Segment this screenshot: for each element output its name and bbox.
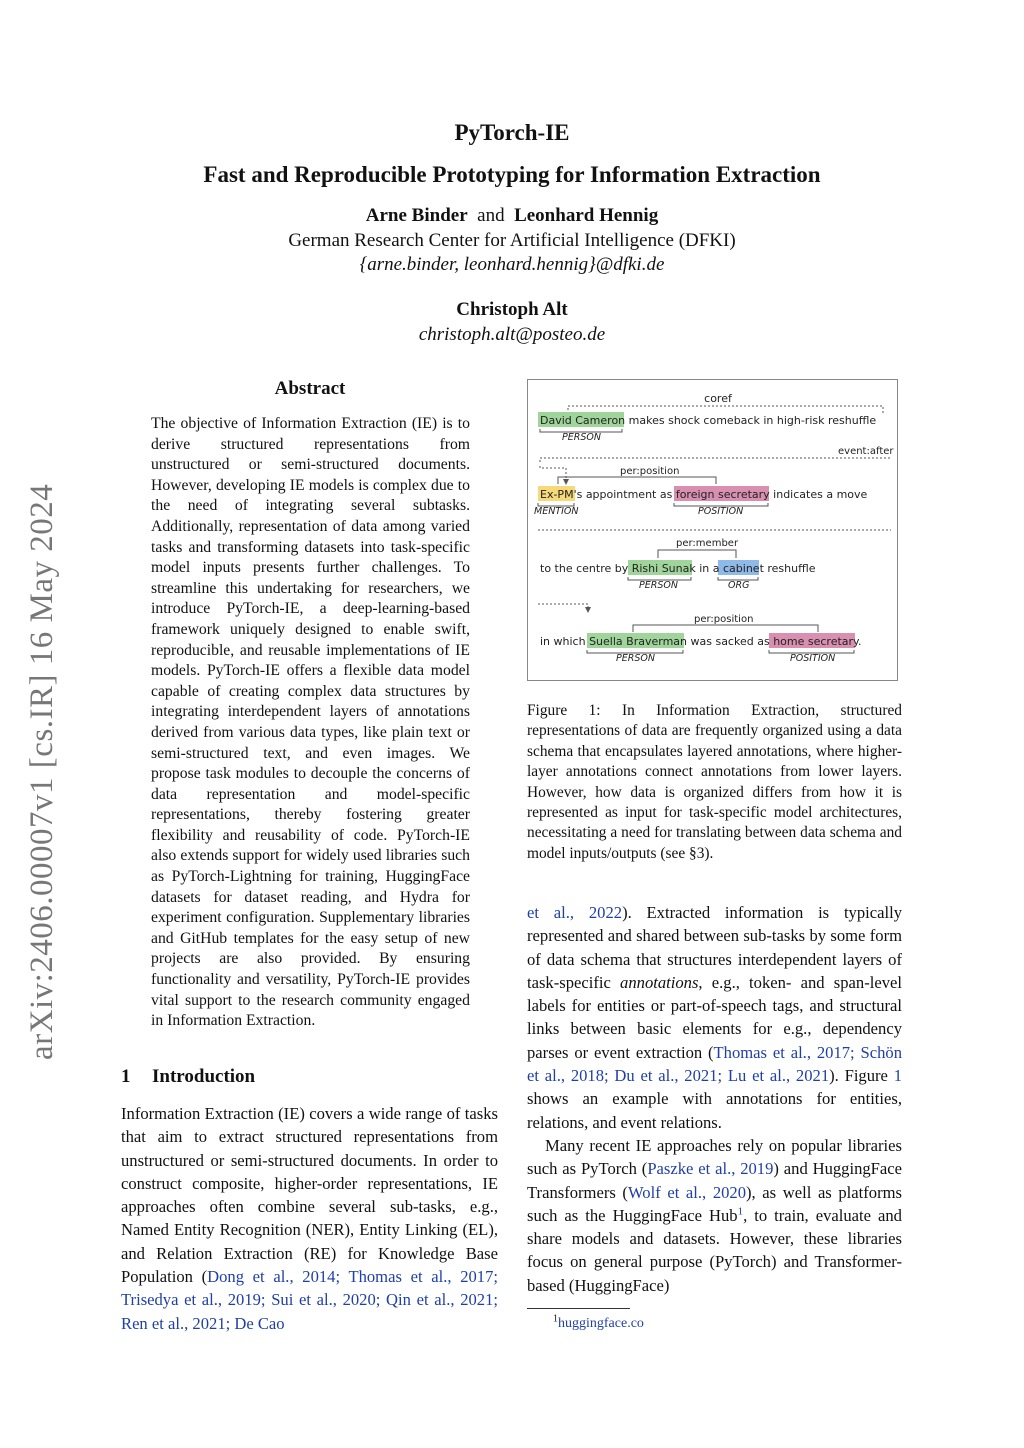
footnote-marker[interactable]: 1 (737, 1205, 744, 1218)
citation-link[interactable]: Paszke et al., 2019 (647, 1159, 774, 1179)
section-number: 1 (121, 1066, 131, 1087)
section-title: Introduction (152, 1066, 256, 1087)
relation-label: per:member (676, 538, 739, 549)
sentence-text: in a (695, 562, 723, 575)
paragraph-text: ). Figure (829, 1066, 894, 1086)
affiliation: German Research Center for Artificial Intelligence (DFKI) (288, 230, 736, 251)
entity-type-label: PERSON (639, 580, 678, 591)
sentence-text: indicates a move (769, 488, 868, 501)
section-heading-introduction (121, 1066, 255, 1088)
entity-text: David Cameron (540, 414, 626, 427)
paper-title: PyTorch-IE (454, 120, 570, 145)
abstract-heading: Abstract (274, 378, 346, 399)
author-name: Christoph Alt (456, 299, 568, 320)
entity-text: home secretary (773, 635, 858, 648)
author-line (0, 205, 1024, 227)
citation-link[interactable]: Dong et al., 2014; Thomas et al., 2017; Trisedya et al., 2019; Sui et al., 2020; Qin et al., 2021; Ren et al., 2021; De Cao (121, 1267, 498, 1333)
entity-type-label: ORG (728, 580, 750, 591)
paragraph-text: shows an example with annotations for entities, relations, and event relations. (527, 1089, 902, 1132)
footnote (553, 1313, 644, 1332)
citation-link[interactable]: Wolf et al., 2020 (627, 1182, 747, 1202)
figure-1 (527, 379, 898, 681)
intro-text: Information Extraction (IE) covers a wide range of tasks that aim to extract structured representations from unstructured or semi-structured documents. In order to construct composite, higher-order representations, IE approaches often combine several sub-tasks, e.g., Named Entity Recognition (NER), Entity Linking (EL), and Relation Extraction (RE) for Knowledge Base Population ( (121, 1104, 498, 1287)
entity-type-label: POSITION (790, 653, 836, 664)
figure-diagram (528, 380, 897, 680)
figure-sentence-line-4 (540, 635, 861, 648)
sentence-text: was sacked as (687, 635, 774, 648)
author-email[interactable]: christoph.alt@posteo.de (418, 324, 606, 345)
relation-label: per:position (694, 614, 754, 625)
entity-type-label: PERSON (616, 653, 655, 664)
citation-link[interactable]: Thomas et al., 2017; Schön et al., 2018; Du et al., 2021; Lu et al., 2021 (527, 1042, 902, 1086)
relation-label: per:position (620, 466, 680, 477)
right-column-text (527, 901, 902, 1297)
paragraph-text: ) and HuggingFace Transformers ( (527, 1159, 903, 1202)
entity-text: Suella Braverman (589, 635, 687, 648)
sentence-text: reshuffle (763, 562, 816, 575)
entity-type-label: MENTION (534, 506, 579, 517)
arxiv-stamp: arXiv:2406.00007v1 [cs.IR] 16 May 2024 (24, 483, 60, 1060)
entity-text: Ex-PM (540, 488, 574, 501)
paragraph-text: ), as well as platforms such as the HuggingFace Hub (527, 1182, 902, 1225)
entity-text: foreign secretary (675, 488, 770, 501)
intro-paragraph (121, 1102, 498, 1335)
author-name: Arne Binder (365, 205, 468, 226)
sentence-text: in which (540, 635, 590, 648)
entity-type-label: PERSON (562, 432, 601, 443)
emphasis-text: annotations (620, 972, 699, 992)
entity-text: cabinet (723, 562, 764, 575)
paragraph (527, 901, 902, 1134)
abstract-text: The objective of Information Extraction (IE) is to derive structured representations from unstructured or semi-structured documents. However, developing IE models is complex due to the need of integrating several subtasks. Additionally, representation of data among varied tasks and transforming datasets into task-specific model inputs presents further challenges. To streamline this undertaking for researchers, we introduce PyTorch-IE, a deep-learning-based framework uniquely designed to enable swift, reproducible, and reusable implementations of IE models. PyTorch-IE offers a flexible data model capable of creating complex data structures by integrating interdependent layers of annotations derived from various data types, like plain text or semi-structured text, and even images. We propose task modules to decouple the concerns of data representation and model-specific representations, thereby fostering greater flexibility and reusability of code. PyTorch-IE also extends support for widely used libraries such as PyTorch-Lightning for training, HuggingFace datasets for dataset reading, and Hydra for experiment configuration. Supplementary libraries and GitHub templates for the easy setup of new projects are also provided. By ensuring functionality and versatility, PyTorch-IE provides vital support to the research community engaged in Information Extraction. (151, 415, 470, 1030)
paragraph (527, 1134, 902, 1297)
figure-caption: Figure 1: In Information Extraction, structured representations of data are frequently organized using a data schema that encapsulates layered annotations, where higher-layer annotations connect annotations from lower layers. However, how data is organized differs from how it is represented as input for task-specific model architectures, necessitating a need for translating between data schema and model inputs/outputs (see §3). (527, 702, 902, 862)
paragraph-text: ). Extracted information is typically represented and shared between sub-tasks by some form of data schema that structures interdependent layers of task-specific (527, 903, 903, 992)
footnote-divider (527, 1308, 630, 1309)
relation-label: coref (704, 392, 732, 405)
entity-text: Rishi Sunak (631, 562, 696, 575)
coref-pointer (540, 466, 566, 484)
paper-subtitle: Fast and Reproducible Prototyping for Information Extraction (203, 162, 821, 187)
sentence-text: . (857, 635, 862, 648)
event-pointer (538, 604, 588, 612)
paragraph-text: , to train, evaluate and share models and datasets. However, these libraries focus on general purpose (PyTorch) and Transformer-based (HuggingFace) (527, 1205, 902, 1295)
relation-label: event:after (838, 446, 894, 457)
entity-type-label: POSITION (698, 506, 744, 517)
sentence-text: to the centre by (540, 562, 632, 575)
per-position-arc (558, 477, 716, 484)
citation-link[interactable]: et al., 2022 (527, 903, 623, 922)
author-emails[interactable]: {arne.binder, leonhard.hennig}@dfki.de (359, 254, 665, 275)
paragraph-text: Many recent IE approaches rely on popular libraries such as PyTorch ( (527, 1135, 902, 1179)
author-name: Leonhard Hennig (514, 205, 659, 226)
event-after-arc (540, 458, 891, 462)
per-position-arc (633, 625, 818, 632)
sentence-text: makes shock comeback in high-risk reshuffle (625, 414, 877, 427)
figure-sentence-line-2 (540, 488, 868, 501)
footnote-number: 1 (553, 1313, 558, 1325)
footnote-link[interactable]: huggingface.co (558, 1316, 644, 1331)
sentence-text: 's appointment as (573, 488, 676, 501)
author-conjunction: and (477, 205, 505, 226)
paragraph-text: , e.g., token- and span-level labels for entities or part-of-speech tags, and structural links between basic elements for e.g., dependency parses or event extraction ( (527, 972, 902, 1062)
per-member-arc (658, 550, 736, 558)
figure-sentence-line-3 (540, 562, 816, 575)
figure-sentence-line-1 (540, 414, 876, 427)
figure-reference-link[interactable]: 1 (893, 1066, 902, 1086)
